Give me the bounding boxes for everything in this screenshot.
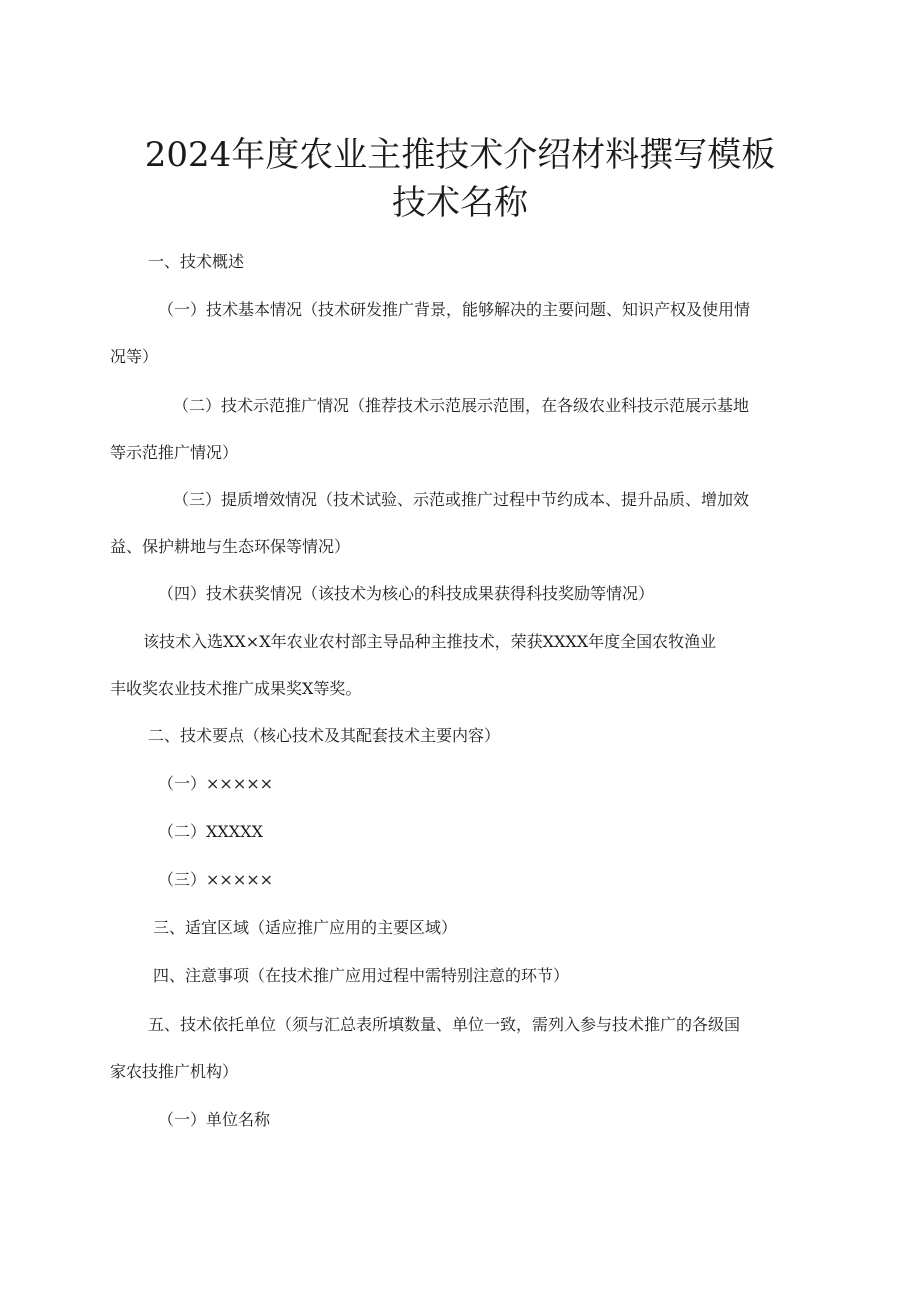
section-5-heading-line-1: 五、技术依托单位（须与汇总表所填数量、单位一致，需列入参与技术推广的各级国 bbox=[148, 1015, 741, 1034]
item-1-2-line-1: （二）技术示范推广情况（推荐技术示范展示范围，在各级农业科技示范展示基地 bbox=[173, 396, 750, 415]
document-title: 2024年度农业主推技术介绍材料撰写模板 bbox=[144, 135, 776, 175]
item-1-3-line-2: 益、保护耕地与生态环保等情况） bbox=[110, 537, 351, 556]
item-2-1: （一）××××× bbox=[158, 774, 274, 793]
award-text-line-2: 丰收奖农业技术推广成果奖X等奖。 bbox=[110, 679, 362, 698]
item-2-2: （二）XXXXX bbox=[158, 822, 263, 841]
item-1-3-line-1: （三）提质增效情况（技术试验、示范或推广过程中节约成本、提升品质、增加效 bbox=[173, 490, 750, 509]
award-text-line-1: 该技术入选XX×X年农业农村部主导品种主推技术，荣获XXXX年度全国农牧渔业 bbox=[143, 632, 717, 651]
section-1-heading: 一、技术概述 bbox=[148, 252, 245, 271]
section-5-heading-line-2: 家农技推广机构） bbox=[110, 1062, 239, 1081]
item-2-3: （三）××××× bbox=[158, 870, 274, 889]
section-2-heading: 二、技术要点（核心技术及其配套技术主要内容） bbox=[148, 726, 501, 745]
document-subtitle: 技术名称 bbox=[392, 183, 528, 223]
section-3-heading: 三、适宜区域（适应推广应用的主要区域） bbox=[153, 918, 458, 937]
item-5-1: （一）单位名称 bbox=[158, 1110, 271, 1129]
item-1-1-line-2: 况等） bbox=[110, 347, 159, 366]
item-1-2-line-2: 等示范推广情况） bbox=[110, 443, 239, 462]
item-1-1-line-1: （一）技术基本情况（技术研发推广背景，能够解决的主要问题、知识产权及使用情 bbox=[158, 300, 751, 319]
item-1-4-line: （四）技术获奖情况（该技术为核心的科技成果获得科技奖励等情况） bbox=[158, 584, 655, 603]
section-4-heading: 四、注意事项（在技术推广应用过程中需特别注意的环节） bbox=[153, 966, 570, 985]
